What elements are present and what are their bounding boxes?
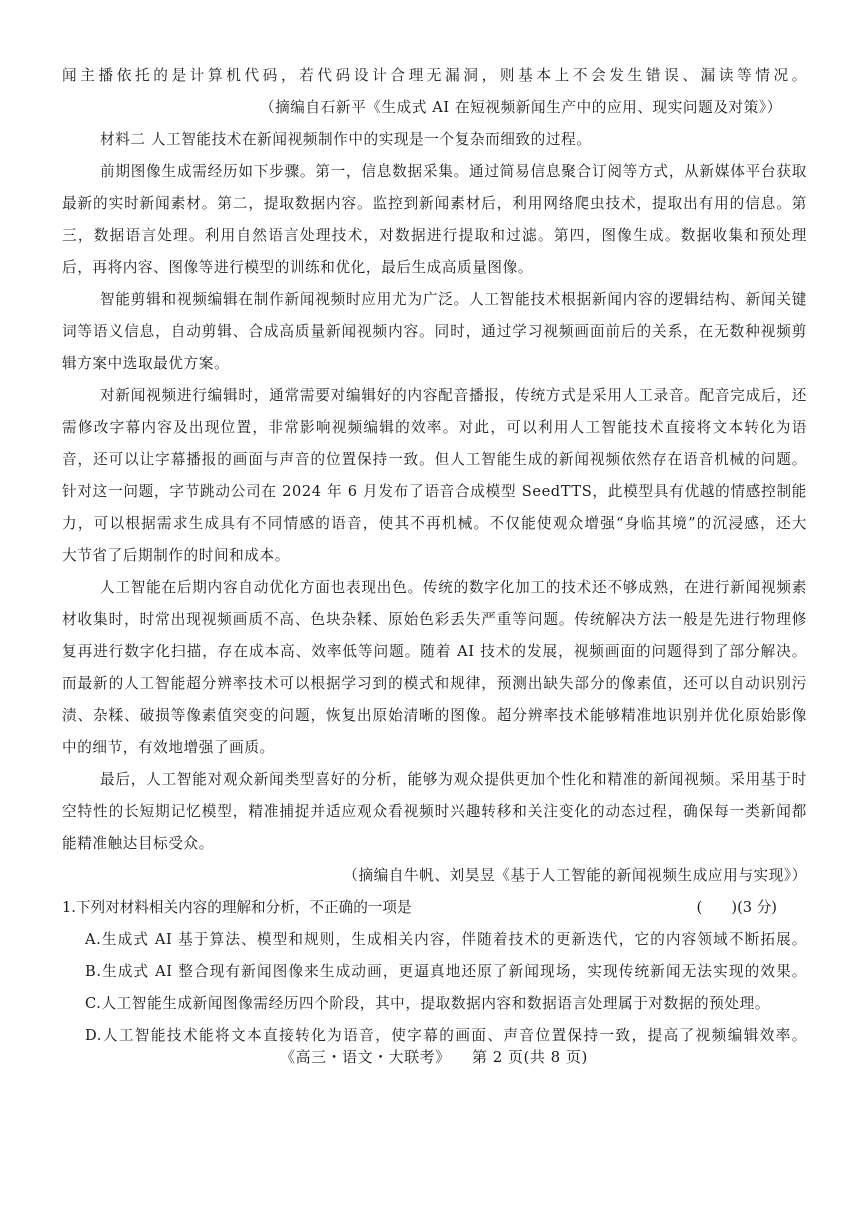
paragraph-line: 空特性的长短期记忆模型，精准捕捉并适应观众看视频时兴趣转移和关注变化的动态过程，确保每一类新闻都: [62, 803, 807, 820]
paragraph-line: 音，还可以让字幕播报的画面与声音的位置保持一致。但人工智能生成的新闻视频依然存在语音机械的问题。: [62, 451, 807, 468]
paragraph-line: 而最新的人工智能超分辨率技术可以根据学习到的模式和规律，预测出缺失部分的像素值，还可以自动识别污: [62, 675, 807, 692]
paragraph-line: 大节省了后期制作的时间和成本。: [62, 547, 290, 564]
paragraph-line: 需修改字幕内容及出现位置，非常影响视频编辑的效率。对此，可以利用人工智能技术直接将文本转化为语: [62, 419, 807, 436]
paragraph-line: 针对这一问题，字节跳动公司在 2024 年 6 月发布了语音合成模型 SeedTTS，此模型具有优越的情感控制能: [62, 483, 807, 500]
question-stem: [62, 898, 807, 918]
footer-title: 《高三・语文・大联考》: [280, 1048, 451, 1066]
paragraph-line: 词等语义信息，自动剪辑、合成高质量新闻视频内容。同时，通过学习视频画面前后的关系，在无数种视频剪: [62, 323, 807, 340]
text-line: 闻主播依托的是计算机代码，若代码设计合理无漏洞，则基本上不会发生错误、漏读等情况。: [62, 67, 807, 84]
paragraph-line: 对新闻视频进行编辑时，通常需要对编辑好的内容配音播报，传统方式是采用人工录音。配音完成后，还: [100, 387, 807, 404]
section-heading: 材料二 人工智能技术在新闻视频制作中的实现是一个复杂而细致的过程。: [100, 131, 592, 148]
answer-blank[interactable]: ( )(3 分): [696, 899, 777, 916]
option-d[interactable]: D.人工智能技术能将文本直接转化为语音，使字幕的画面、声音位置保持一致，提高了视频编辑效率。: [85, 1027, 807, 1044]
paragraph-line: 三，数据语言处理。利用自然语言处理技术，对数据进行提取和过滤。第四，图像生成。数据收集和预处理: [62, 227, 807, 244]
option-a[interactable]: A.生成式 AI 基于算法、模型和规则，生成相关内容，伴随着技术的更新迭代，它的内容领域不断拓展。: [85, 931, 807, 948]
paragraph-line: 复再进行数字化扫描，存在成本高、效率低等问题。随着 AI 技术的发展，视频画面的问题得到了部分解决。: [62, 643, 807, 660]
footer-page-number: 第 2 页(共 8 页): [471, 1048, 588, 1066]
page-footer: [0, 1047, 868, 1067]
paragraph-line: 人工智能在后期内容自动优化方面也表现出色。传统的数字化加工的技术还不够成熟，在进行新闻视频素: [100, 579, 807, 596]
paragraph-line: 辑方案中选取最优方案。: [62, 355, 230, 372]
paragraph-line: 最后，人工智能对观众新闻类型喜好的分析，能够为观众提供更加个性化和精准的新闻视频。采用基于时: [100, 771, 807, 788]
paragraph-line: 最新的实时新闻素材。第二，提取数据内容。监控到新闻素材后，利用网络爬虫技术，提取出有用的信息。第: [62, 195, 807, 212]
source-citation: （摘编自牛帆、刘昊昱《基于人工智能的新闻视频生成应用与实现》）: [343, 867, 807, 884]
source-citation: （摘编自石新平《生成式 AI 在短视频新闻生产中的应用、现实问题及对策》）: [259, 99, 782, 116]
paragraph-line: 前期图像生成需经历如下步骤。第一，信息数据采集。通过简易信息聚合订阅等方式，从新媒体平台获取: [100, 163, 807, 180]
paragraph-line: 智能剪辑和视频编辑在制作新闻视频时应用尤为广泛。人工智能技术根据新闻内容的逻辑结构、新闻关键: [100, 291, 807, 308]
question-text: 1.下列对材料相关内容的理解和分析，不正确的一项是: [62, 899, 412, 916]
paragraph-line: 后，再将内容、图像等进行模型的训练和优化，最后生成高质量图像。: [62, 259, 534, 276]
paragraph-line: 力，可以根据需求生成具有不同情感的语音，使其不再机械。不仅能使观众增强“身临其境”的沉浸感，还大: [62, 515, 807, 532]
paragraph-line: 材收集时，时常出现视频画质不高、色块杂糅、原始色彩丢失严重等问题。传统解决方法一般是先进行物理修: [62, 611, 807, 628]
paragraph-line: 能精准触达目标受众。: [62, 835, 214, 852]
option-c[interactable]: C.人工智能生成新闻图像需经历四个阶段，其中，提取数据内容和数据语言处理属于对数据的预处理。: [85, 995, 771, 1012]
paragraph-line: 中的细节，有效地增强了画质。: [62, 739, 275, 756]
option-b[interactable]: B.生成式 AI 整合现有新闻图像来生成动画，更逼真地还原了新闻现场，实现传统新闻无法实现的效果。: [85, 963, 807, 980]
paragraph-line: 渍、杂糅、破损等像素值突变的问题，恢复出原始清晰的图像。超分辨率技术能够精准地识别并优化原始影像: [62, 707, 807, 724]
